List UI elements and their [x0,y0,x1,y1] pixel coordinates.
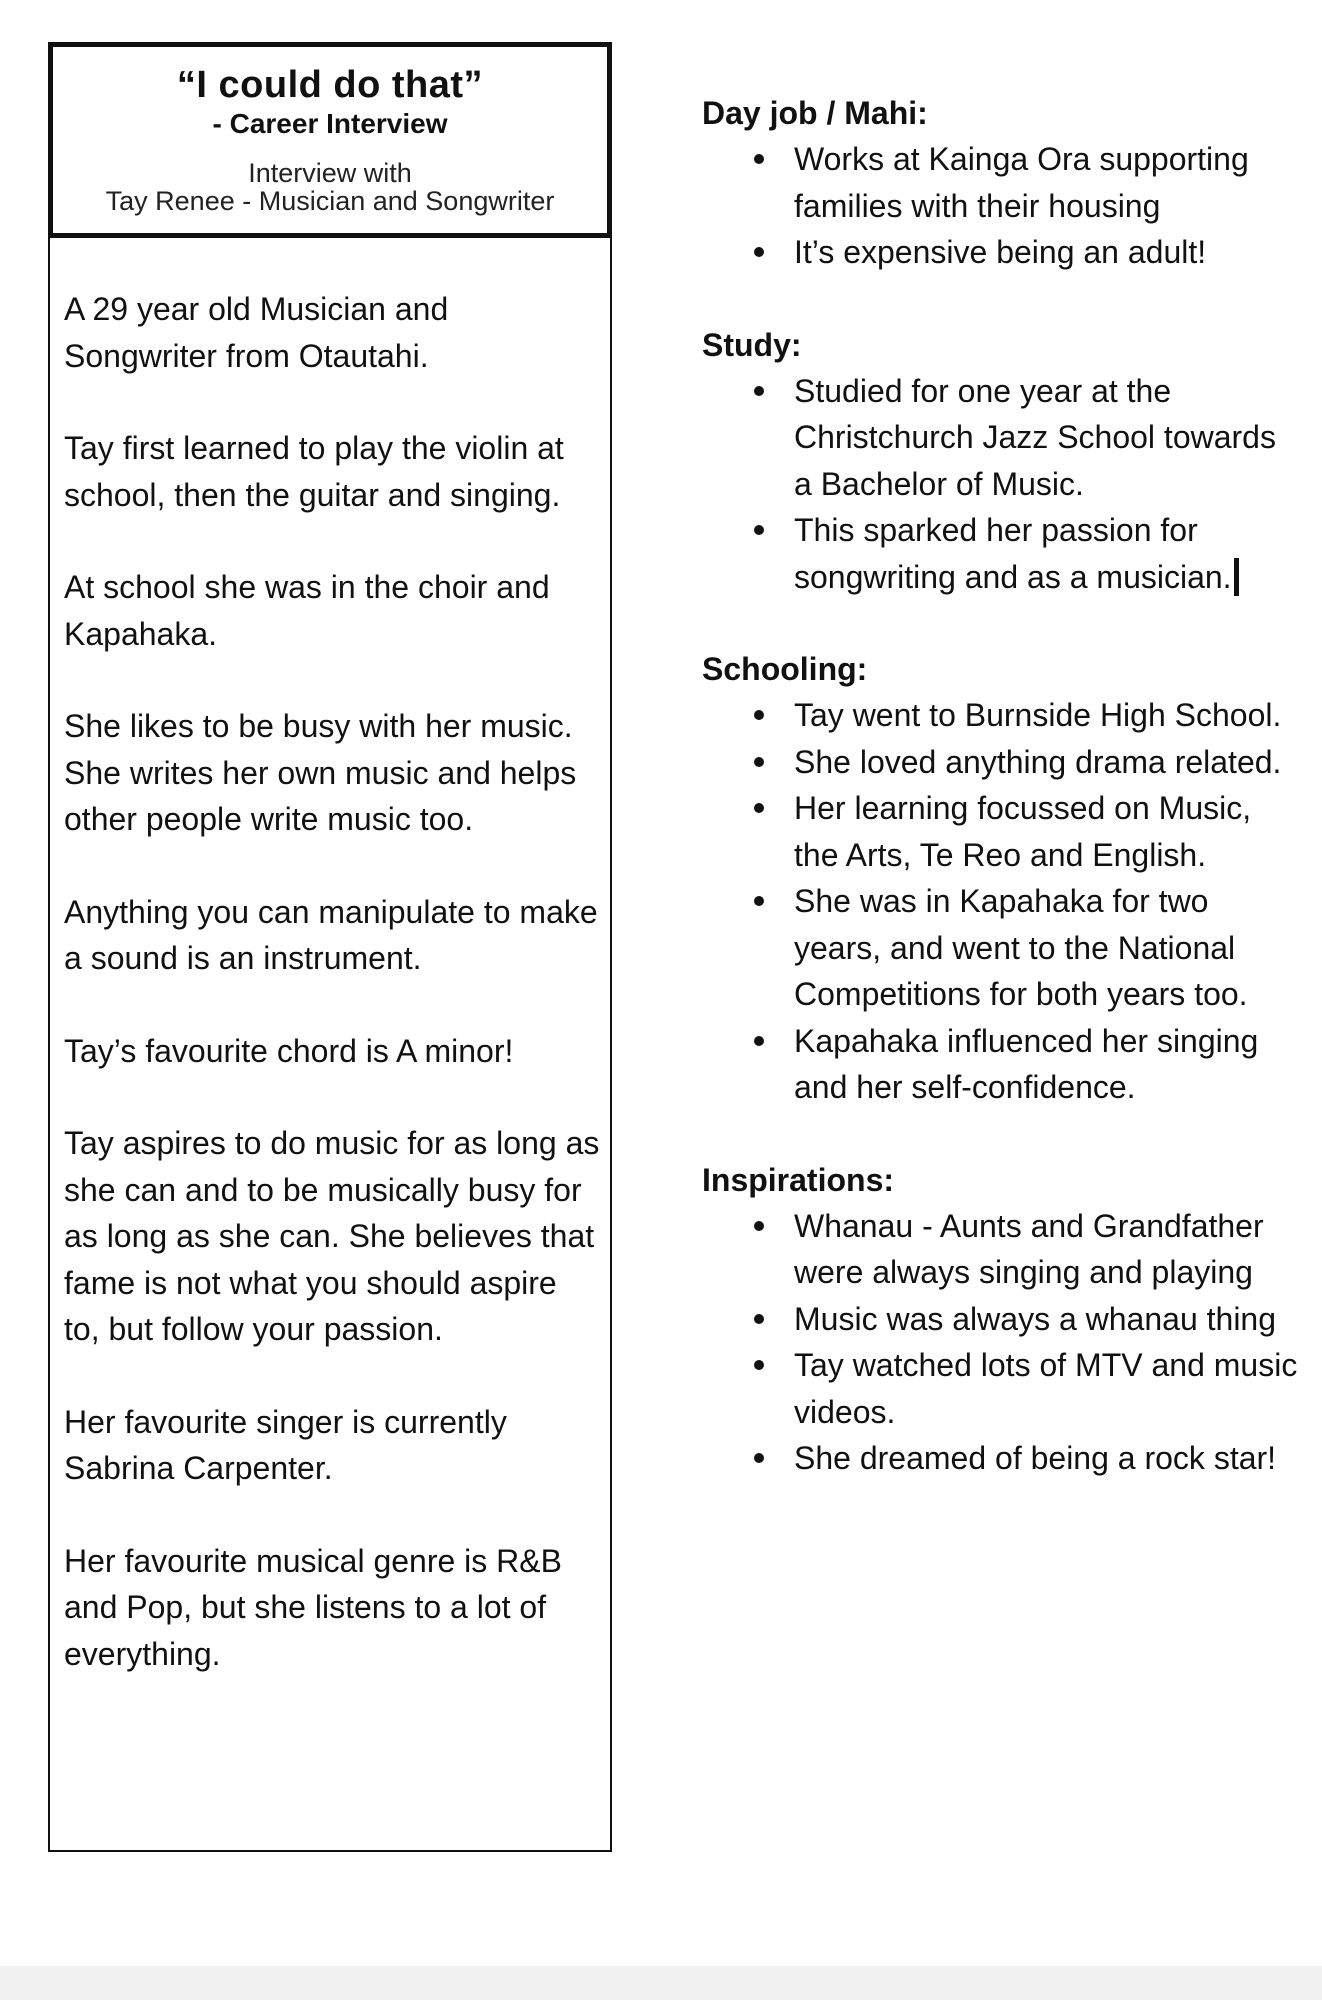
list-item [702,368,1302,508]
list-item-text: It’s expensive being an adult! [794,234,1207,270]
intro-line-2: Tay Renee - Musician and Songwriter [105,186,555,216]
list-item [702,229,1302,276]
list-item-text: She was in Kapahaka for two years, and went to the National Competitions for both years too. [794,883,1248,1012]
profile-paragraph: She likes to be busy with her music. She writes her own music and helps other people write music too. [64,708,577,837]
section-title: Schooling: [702,651,868,687]
list-item [702,1342,1302,1435]
intro-line-1: Interview with [248,158,412,188]
interview-header-box [48,42,612,238]
profile-paragraph: Tay’s favourite chord is A minor! [64,1032,514,1069]
bullet-icon [754,1314,764,1324]
bullet-icon [754,896,764,906]
bullet-icon [754,1360,764,1370]
list-item [702,1203,1302,1296]
profile-column [48,42,612,1852]
section-title: Day job / Mahi: [702,95,928,131]
details-column [702,90,1302,1528]
list-item [702,878,1302,1018]
list-item-text: Kapahaka influenced her singing and her self-confidence. [794,1022,1259,1105]
bullet-icon [754,247,764,257]
list-item [702,692,1302,739]
text-cursor-icon [1234,558,1239,596]
profile-text-box [48,238,612,1852]
list-item [702,136,1302,229]
list-item [702,739,1302,786]
list-item [702,1018,1302,1111]
list-item [702,785,1302,878]
profile-paragraph: Her favourite musical genre is R&B and Pop, but she listens to a lot of everything. [64,1542,562,1672]
bullet-icon [754,1221,764,1231]
profile-paragraph: Tay aspires to do music for as long as she can and to be musically busy for as long as she can. She believes that fame is not what you should aspire to, but follow your passion. [64,1125,600,1347]
section-study [702,322,1302,601]
profile-paragraph: Her favourite singer is currently Sabrina Carpenter. [64,1403,507,1486]
list-item-text: Tay went to Burnside High School. [794,697,1282,733]
list-item [702,1296,1302,1343]
list-item-text: She dreamed of being a rock star! [794,1440,1277,1476]
section-inspirations [702,1157,1302,1482]
page-bottom-edge [0,1966,1322,2000]
bullet-icon [754,803,764,813]
section-day-job [702,90,1302,276]
list-item-text: Her learning focussed on Music, the Arts, Te Reo and English. [794,790,1252,873]
bullet-list [702,368,1302,601]
bullet-icon [754,710,764,720]
list-item-text: Studied for one year at the Christchurch Jazz School towards a Bachelor of Music. [794,372,1276,502]
bullet-icon [754,386,764,396]
list-item-text: Music was always a whanau thing [794,1300,1277,1337]
list-item-text: Tay watched lots of MTV and music videos. [794,1347,1298,1430]
bullet-list [702,136,1302,276]
section-title: Study: [702,326,802,363]
profile-paragraph: Tay first learned to play the violin at school, then the guitar and singing. [64,430,564,513]
document-title: “I could do that” [176,64,484,106]
profile-paragraph: At school she was in the choir and Kapahaka. [64,569,550,652]
list-item [702,507,1302,600]
bullet-icon [754,525,764,535]
document-subtitle: - Career Interview [212,108,448,139]
list-item-text: This sparked her passion for songwriting and as a musician. [794,512,1232,595]
profile-paragraph: Anything you can manipulate to make a sound is an instrument. [64,893,598,976]
list-item-text: Whanau - Aunts and Grandfather were always singing and playing [794,1207,1264,1290]
bullet-icon [754,1453,764,1463]
bullet-list [702,692,1302,1111]
profile-paragraph: A 29 year old Musician and Songwriter from Otautahi. [64,291,449,374]
bullet-icon [754,154,764,164]
bullet-list [702,1203,1302,1482]
bullet-icon [754,1036,764,1046]
section-title: Inspirations: [702,1161,895,1198]
list-item [702,1435,1302,1482]
list-item-text: She loved anything drama related. [794,743,1282,780]
list-item-text: Works at Kainga Ora supporting families with their housing [794,141,1249,224]
interview-intro [53,159,607,215]
bullet-icon [754,757,764,767]
section-schooling [702,646,1302,1111]
